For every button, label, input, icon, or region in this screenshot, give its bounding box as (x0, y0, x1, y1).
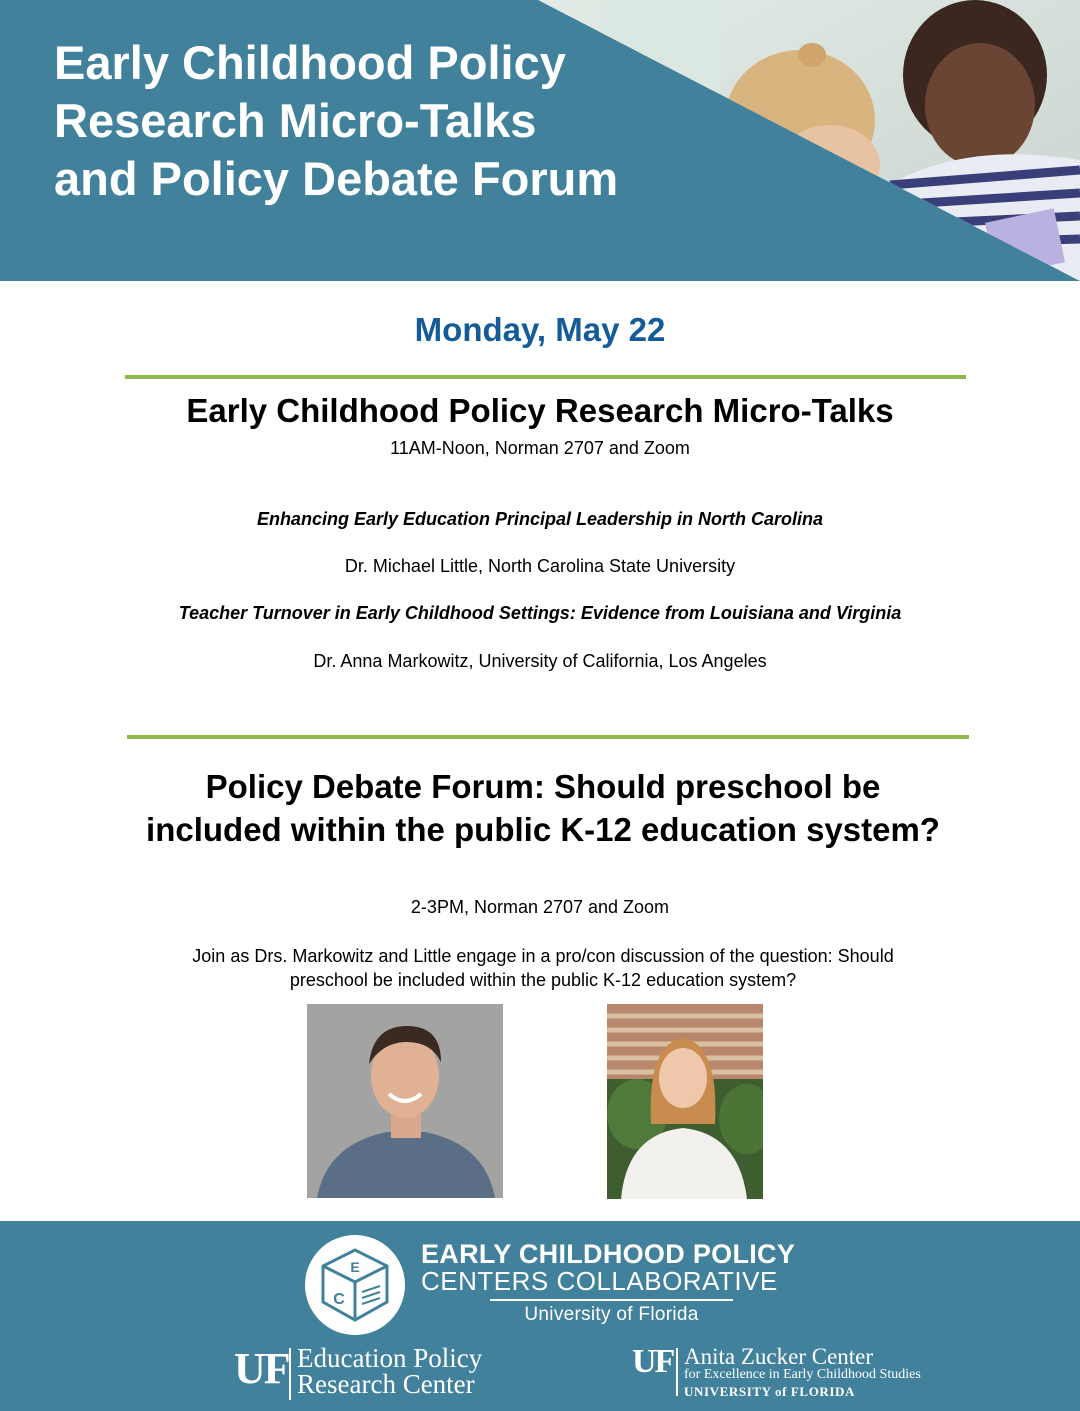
anita-zucker-center-university: UNIVERSITY of FLORIDA (684, 1384, 856, 1399)
section-divider (125, 375, 966, 379)
debate-heading: Policy Debate Forum: Should preschool be included within the public K-12 education system? (146, 768, 940, 848)
logo-divider (676, 1348, 678, 1396)
uf-logo-mark: UF (234, 1344, 289, 1393)
collaborative-logo-icon (304, 1234, 406, 1336)
speaker-photo-little (307, 1004, 503, 1198)
talk-title: Enhancing Early Education Principal Leadership in North Carolina (256, 509, 824, 529)
header-banner (0, 0, 1080, 281)
section-divider (127, 735, 969, 739)
event-date: Monday, May 22 (414, 311, 666, 348)
talk-speaker: Dr. Michael Little, North Carolina State University (344, 556, 736, 576)
anita-zucker-center-name: Anita Zucker Center (684, 1344, 874, 1369)
anita-zucker-center-subtitle: for Excellence in Early Childhood Studies (684, 1367, 921, 1382)
speaker-photo-markowitz (607, 1004, 763, 1199)
footer-divider (490, 1299, 733, 1301)
footer-banner (0, 1221, 1080, 1411)
epr-line: Education Policy (297, 1343, 483, 1373)
svg-text:C: C (333, 1291, 345, 1308)
logo-divider (289, 1348, 291, 1400)
svg-text:E: E (350, 1259, 360, 1275)
talk-speaker: Dr. Anna Markowitz, University of California, Los Angeles (313, 651, 767, 671)
title-line: and Policy Debate Forum (54, 152, 619, 205)
education-policy-research-center-logo (297, 1345, 482, 1397)
micro-talks-time-location: 11AM-Noon, Norman 2707 and Zoom (390, 438, 690, 458)
collaborative-name: EARLY CHILDHOOD POLICY (421, 1239, 796, 1269)
page-title (54, 34, 694, 208)
title-line: Early Childhood Policy (54, 36, 566, 89)
title-line: Research Micro-Talks (54, 94, 537, 147)
talk-title: Teacher Turnover in Early Childhood Settings: Evidence from Louisiana and Virginia (178, 603, 902, 623)
collaborative-name-2: CENTERS COLLABORATIVE (421, 1266, 778, 1296)
epr-line: Research Center (297, 1369, 475, 1399)
micro-talks-heading: Early Childhood Policy Research Micro-Talks (186, 392, 894, 429)
collaborative-university: University of Florida (524, 1304, 699, 1325)
uf-logo-mark: UF (632, 1343, 674, 1380)
debate-description: Join as Drs. Markowitz and Little engage in a pro/con discussion of the question: Should preschool be included within the public K-12 education system? (192, 946, 894, 990)
debate-time-location: 2-3PM, Norman 2707 and Zoom (410, 897, 670, 917)
